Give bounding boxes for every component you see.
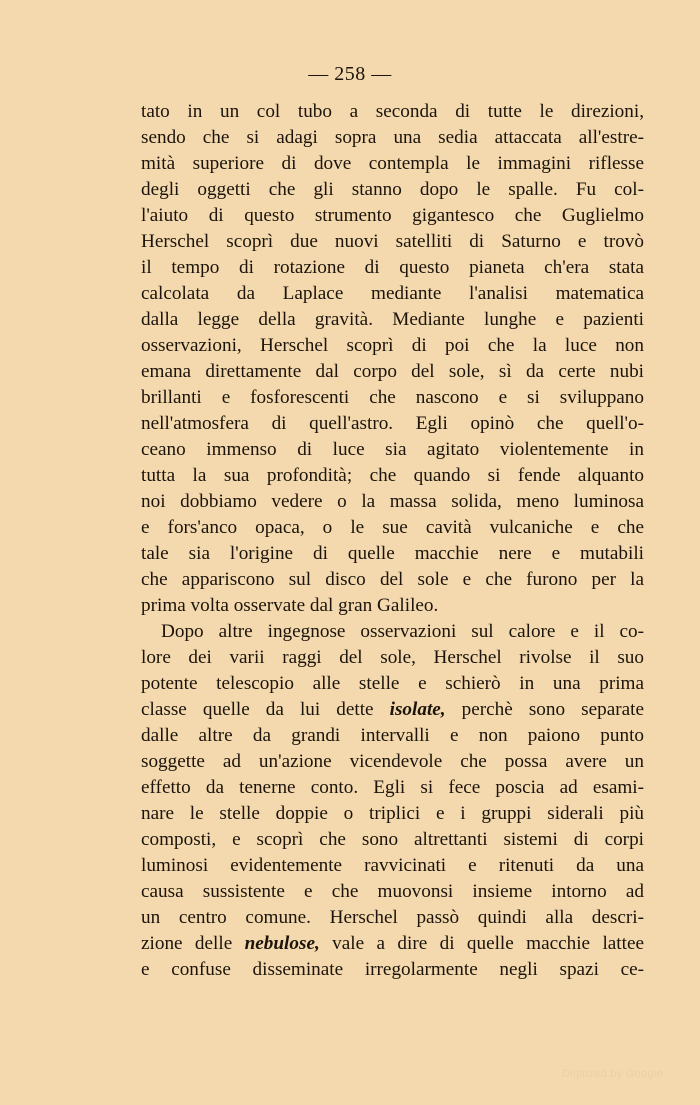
- text-line: causa sussistente e che muovonsi insieme intorno ad: [141, 881, 644, 902]
- emphasized-term: nebulose,: [244, 933, 320, 954]
- text-line: soggette ad un'azione vicendevole che possa avere un: [141, 751, 644, 772]
- text-line: mità superiore di dove contempla le immagini riflesse: [141, 153, 644, 174]
- text-segment: zione delle: [141, 933, 245, 954]
- text-line: emana direttamente dal corpo del sole, sì da certe nubi: [141, 361, 644, 382]
- text-line: ceano immenso di luce sia agitato violentemente in: [141, 439, 644, 460]
- text-segment: vale a dire di quelle macchie lattee: [319, 933, 644, 954]
- text-line: degli oggetti che gli stanno dopo le spalle. Fu col-: [141, 179, 644, 200]
- text-line: Herschel scoprì due nuovi satelliti di Saturno e trovò: [141, 231, 644, 252]
- text-line: osservazioni, Herschel scoprì di poi che la luce non: [141, 335, 644, 356]
- text-line: luminosi evidentemente ravvicinati e ritenuti da una: [141, 855, 644, 876]
- text-line: effetto da tenerne conto. Egli si fece poscia ad esami-: [141, 777, 644, 798]
- paragraph-2: [141, 619, 644, 983]
- text-segment: perchè sono separate: [445, 699, 644, 720]
- digitization-watermark: Digitized by Google: [562, 1068, 664, 1080]
- text-line: nare le stelle doppie o triplici e i gruppi siderali più: [141, 803, 644, 824]
- text-line: un centro comune. Herschel passò quindi alla descri-: [141, 907, 644, 928]
- text-line-with-emphasis: [141, 931, 644, 957]
- text-line: calcolata da Laplace mediante l'analisi matematica: [141, 283, 644, 304]
- text-line: tutta la sua profondità; che quando si fende alquanto: [141, 465, 644, 486]
- text-line: brillanti e fosforescenti che nascono e si sviluppano: [141, 387, 644, 408]
- text-line: composti, e scoprì che sono altrettanti sistemi di corpi: [141, 829, 644, 850]
- text-line: e confuse disseminate irregolarmente negli spazi ce-: [141, 959, 644, 980]
- page-number: — 258 —: [308, 63, 392, 85]
- text-line-with-emphasis: [141, 697, 644, 723]
- text-line: tato in un col tubo a seconda di tutte le direzioni,: [141, 101, 644, 122]
- text-line: prima volta osservate dal gran Galileo.: [141, 595, 439, 616]
- text-line: l'aiuto di questo strumento gigantesco che Guglielmo: [141, 205, 644, 226]
- text-line: potente telescopio alle stelle e schierò in una prima: [141, 673, 644, 694]
- text-line: e fors'anco opaca, o le sue cavità vulcaniche e che: [141, 517, 644, 538]
- text-line: dalla legge della gravità. Mediante lunghe e pazienti: [141, 309, 644, 330]
- text-line: che appariscono sul disco del sole e che furono per la: [141, 569, 644, 590]
- paragraph-1: [141, 99, 644, 619]
- text-line: dalle altre da grandi intervalli e non paiono punto: [141, 725, 644, 746]
- text-line: lore dei varii raggi del sole, Herschel rivolse il suo: [141, 647, 644, 668]
- text-line: Dopo altre ingegnose osservazioni sul calore e il co-: [161, 621, 644, 642]
- text-segment: classe quelle da lui dette: [141, 699, 390, 720]
- text-line: sendo che si adagi sopra una sedia attaccata all'estre-: [141, 127, 644, 148]
- text-line: il tempo di rotazione di questo pianeta ch'era stata: [141, 257, 644, 278]
- text-line: tale sia l'origine di quelle macchie nere e mutabili: [141, 543, 644, 564]
- body-text: [141, 99, 644, 983]
- emphasized-term: isolate,: [389, 699, 446, 720]
- text-line: nell'atmosfera di quell'astro. Egli opinò che quell'o-: [141, 413, 644, 434]
- text-line: noi dobbiamo vedere o la massa solida, meno luminosa: [141, 491, 644, 512]
